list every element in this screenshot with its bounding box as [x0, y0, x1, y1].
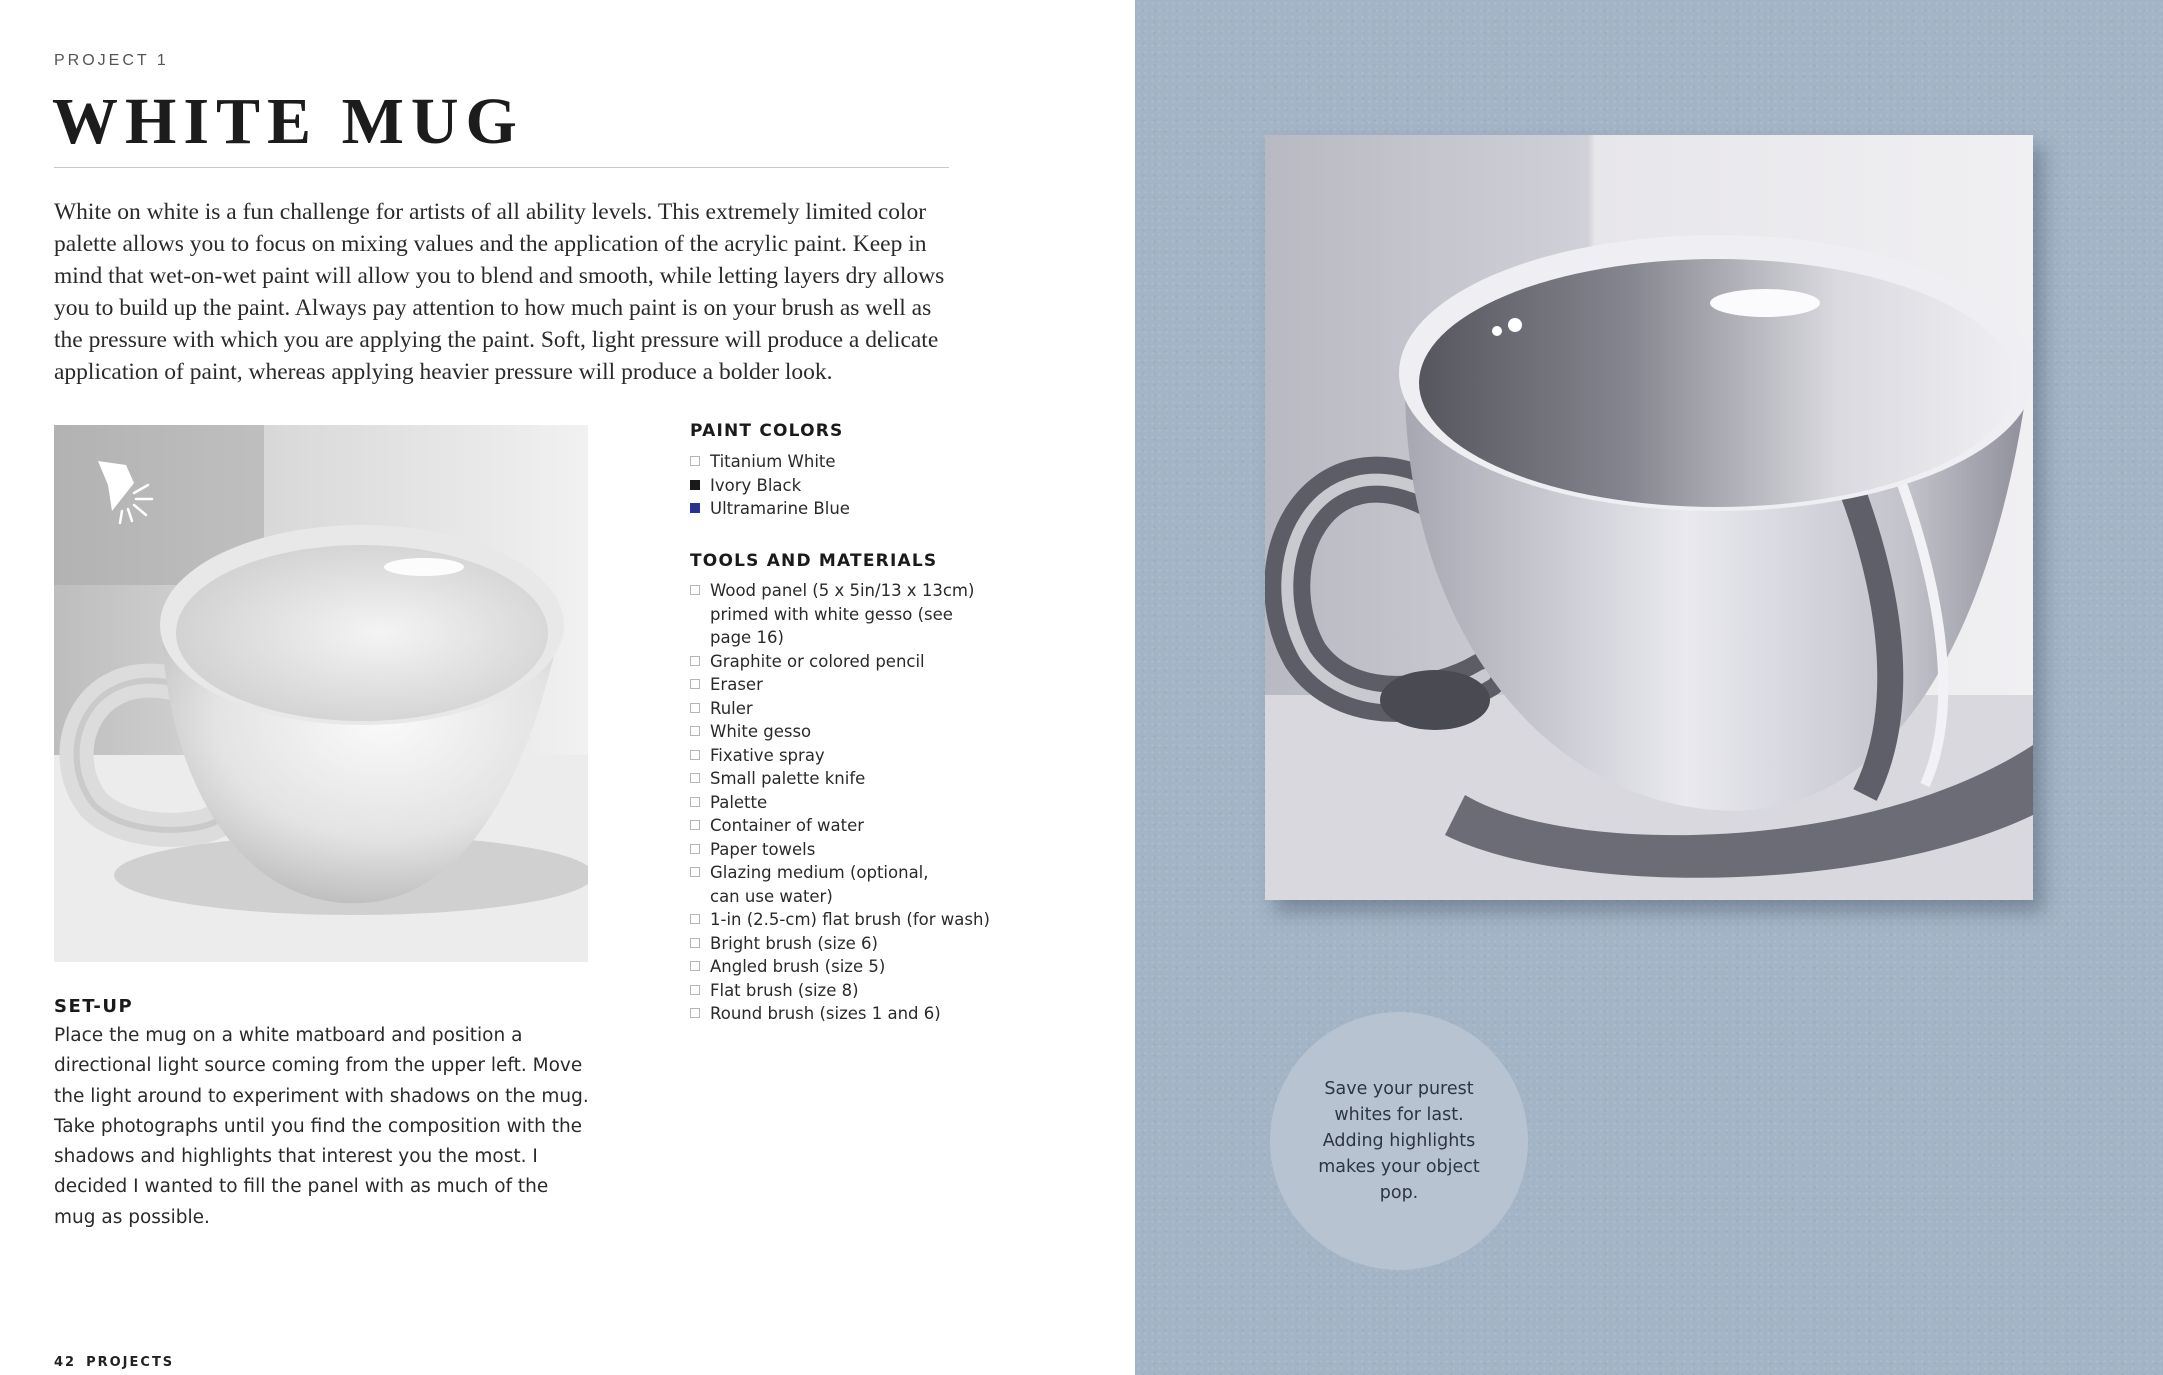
- tool-label: Graphite or colored pencil: [710, 651, 925, 671]
- tools-heading: TOOLS AND MATERIALS: [690, 551, 938, 571]
- checkbox-icon: [690, 679, 700, 689]
- tool-label: Flat brush (size 8): [710, 980, 859, 1000]
- tool-label-continued: page 16): [710, 628, 784, 647]
- paint-color-label: Ultramarine Blue: [710, 499, 850, 518]
- checkbox-icon: [690, 820, 700, 830]
- tool-label: Paper towels: [710, 839, 816, 859]
- tool-label: Palette: [710, 792, 768, 812]
- tool-item: [690, 932, 990, 956]
- tool-label: Bright brush (size 6): [710, 933, 878, 953]
- checkbox-icon: [690, 797, 700, 807]
- tip-callout: [1270, 1012, 1528, 1270]
- checkbox-icon: [690, 938, 700, 948]
- tool-item: [690, 955, 990, 979]
- setup-heading: SET-UP: [54, 996, 134, 1017]
- checkbox-icon: [690, 867, 700, 877]
- tool-label: Fixative spray: [710, 745, 825, 765]
- paint-color-item: [690, 497, 850, 521]
- checkbox-icon: [690, 961, 700, 971]
- title-divider: [54, 167, 949, 168]
- tool-label: Small palette knife: [710, 769, 866, 788]
- checkbox-icon: [690, 656, 700, 666]
- checkbox-icon: [690, 985, 700, 995]
- tool-item: [690, 1002, 990, 1026]
- tool-item: [690, 650, 990, 674]
- tool-item: [690, 908, 990, 932]
- page-folio: [54, 1355, 174, 1370]
- paint-color-label: Ivory Black: [710, 475, 802, 495]
- reference-photo: [54, 425, 588, 962]
- tool-item: [690, 838, 990, 862]
- tool-item: [690, 673, 990, 697]
- tool-label: Round brush (sizes 1 and 6): [710, 1004, 941, 1023]
- tip-text: Save your purest whites for last. Adding highlights makes your object pop.: [1318, 1079, 1480, 1203]
- tool-label-continued: primed with white gesso (see: [710, 604, 953, 624]
- tool-item: [690, 720, 990, 744]
- paint-color-item: [690, 450, 850, 474]
- checkbox-icon: [690, 773, 700, 783]
- paint-color-item: [690, 474, 850, 498]
- tool-item: [690, 767, 990, 791]
- checkbox-icon: [690, 1008, 700, 1018]
- page-number: 42: [54, 1355, 77, 1370]
- tool-item: [690, 861, 990, 908]
- paint-colors-list: [690, 450, 850, 521]
- tool-label: 1-in (2.5-cm) flat brush (for wash): [710, 910, 990, 929]
- checkbox-icon: [690, 914, 700, 924]
- paint-color-label: Titanium White: [710, 452, 836, 471]
- checkbox-icon: [690, 585, 700, 595]
- project-label: PROJECT 1: [54, 52, 169, 69]
- setup-paragraph: Place the mug on a white matboard and position a directional light source coming from the upper left. Move the light around to experiment with shadows on the mug. Take photographs until you find the composition with the shadows and highlights that interest you the most. I decided I wanted to fill the panel with as much of the mug as possible.: [54, 1025, 589, 1228]
- tool-item: [690, 744, 990, 768]
- color-swatch: [690, 456, 700, 466]
- tool-item: [690, 579, 990, 650]
- tool-label: Container of water: [710, 816, 865, 835]
- checkbox-icon: [690, 703, 700, 713]
- tool-item: [690, 791, 990, 815]
- tool-label: Angled brush (size 5): [710, 957, 886, 976]
- tool-item: [690, 697, 990, 721]
- checkbox-icon: [690, 844, 700, 854]
- finished-painting: [1265, 135, 2033, 900]
- page-title: WHITE MUG: [52, 85, 524, 158]
- paint-colors-heading: PAINT COLORS: [690, 421, 844, 441]
- color-swatch: [690, 503, 700, 513]
- tools-list: [690, 579, 990, 1026]
- tool-item: [690, 814, 990, 838]
- color-swatch: [690, 480, 700, 490]
- checkbox-icon: [690, 750, 700, 760]
- tool-label: White gesso: [710, 722, 812, 741]
- tool-label: Eraser: [710, 675, 763, 694]
- light-source-icon: [90, 455, 160, 525]
- tool-label-continued: can use water): [710, 886, 833, 906]
- intro-paragraph: White on white is a fun challenge for artists of all ability levels. This extremely limited color palette allows you to focus on mixing values and the application of the acrylic paint. Keep in mind that wet-on-wet paint will allow you to blend and smooth, while letting layers dry allows you to build up the paint. Always pay attention to how much paint is on your brush as well as the pressure with which you are applying the paint. Soft, light pressure will produce a delicate application of paint, whereas applying heavier pressure will produce a bolder look.: [54, 199, 945, 385]
- checkbox-icon: [690, 726, 700, 736]
- section-name: PROJECTS: [86, 1355, 175, 1370]
- tool-label: Ruler: [710, 698, 753, 718]
- tool-label: Wood panel (5 x 5in/13 x 13cm): [710, 581, 975, 600]
- tool-label: Glazing medium (optional,: [710, 863, 929, 882]
- tool-item: [690, 979, 990, 1003]
